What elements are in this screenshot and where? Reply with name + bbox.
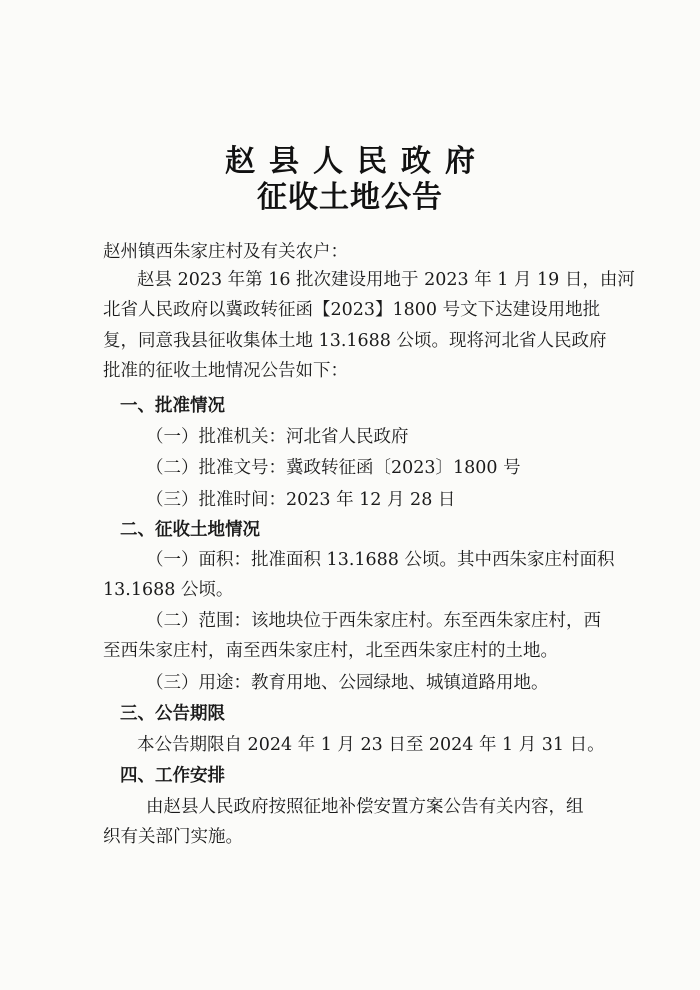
section-1-heading: 一、批准情况	[120, 396, 225, 416]
area-line-2: 13.1688 公顷。	[103, 580, 234, 600]
land-use: （三）用途：教育用地、公园绿地、城镇道路用地。	[146, 673, 549, 693]
intro-line-4: 批准的征收土地情况公告如下：	[103, 361, 348, 381]
notice-period: 本公告期限自 2024 年 1 月 23 日至 2024 年 1 月 31 日。	[137, 735, 605, 755]
scope-line-2: 至西朱家庄村，南至西朱家庄村，北至西朱家庄村的土地。	[103, 641, 558, 661]
intro-line-1: 赵县 2023 年第 16 批次建设用地于 2023 年 1 月 19 日，由河	[137, 270, 635, 290]
area-line-1: （一）面积：批准面积 13.1688 公顷。其中西朱家庄村面积	[146, 550, 615, 570]
approval-document-number: （二）批准文号：冀政转征函〔2023〕1800 号	[146, 458, 521, 478]
section-2-heading: 二、征收土地情况	[120, 520, 260, 540]
approval-authority: （一）批准机关：河北省人民政府	[146, 427, 409, 447]
work-arrangement-line-2: 织有关部门实施。	[103, 827, 243, 847]
salutation: 赵州镇西朱家庄村及有关农户：	[103, 242, 348, 262]
section-3-heading: 三、公告期限	[120, 704, 225, 724]
intro-line-2: 北省人民政府以冀政转征函【2023】1800 号文下达建设用地批	[103, 300, 601, 320]
approval-date: （三）批准时间：2023 年 12 月 28 日	[146, 490, 456, 510]
intro-line-3: 复，同意我县征收集体土地 13.1688 公顷。现将河北省人民政府	[103, 331, 607, 351]
scope-line-1: （二）范围：该地块位于西朱家庄村。东至西朱家庄村，西	[146, 611, 601, 631]
section-4-heading: 四、工作安排	[120, 766, 225, 786]
work-arrangement-line-1: 由赵县人民政府按照征地补偿安置方案公告有关内容，组	[146, 797, 584, 817]
notice-title: 征收土地公告	[257, 180, 443, 215]
issuer-title: 赵县人民政府	[225, 144, 489, 179]
